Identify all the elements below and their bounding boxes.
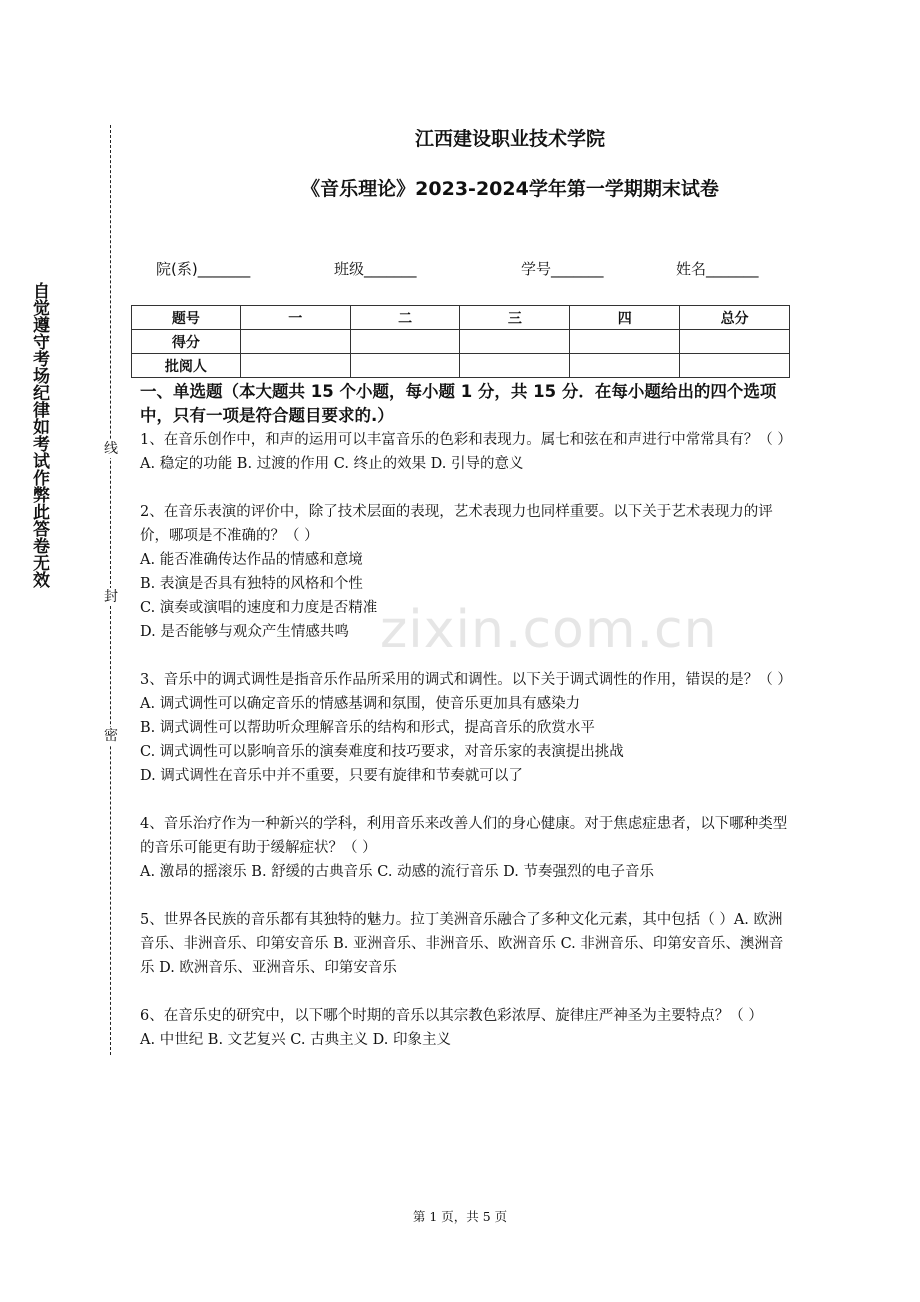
reviewer-cell[interactable] (570, 354, 680, 378)
row-label-reviewer: 批阅人 (132, 354, 241, 378)
reviewer-cell[interactable] (680, 354, 790, 378)
exam-discipline-notice: 自觉遵守考场纪律如考试作弊此答卷无效 (29, 282, 49, 588)
question-option: A. 稳定的功能 B. 过渡的作用 C. 终止的效果 D. 引导的意义 (140, 456, 524, 472)
question-option: A. 能否准确传达作品的情感和意境 (140, 552, 363, 568)
question-option: A. 激昂的摇滚乐 B. 舒缓的古典音乐 C. 动感的流行音乐 D. 节奏强烈的电子音乐 (140, 864, 655, 880)
student-id-field: 学号_______ (521, 260, 604, 278)
question-stem: 4、音乐治疗作为一种新兴的学科，利用音乐来改善人们的身心健康。对于焦虑症患者，以下哪种类型的音乐可能更有助于缓解症状？（ ） (140, 816, 788, 856)
binding-label-seal: 封 (104, 589, 118, 605)
reviewer-cell[interactable] (350, 354, 460, 378)
question-list (140, 428, 790, 1076)
row-label-number: 题号 (132, 306, 241, 330)
section-heading: 一、单选题（本大题共 15 个小题，每小题 1 分，共 15 分．在每小题给出的四个选项中，只有一项是符合题目要求的.） (140, 382, 777, 425)
question-3 (140, 668, 790, 788)
name-field: 姓名_______ (676, 260, 759, 278)
question-stem: 3、音乐中的调式调性是指音乐作品所采用的调式和调性。以下关于调式调性的作用，错误的是？（ ） (140, 672, 792, 688)
question-stem: 1、在音乐创作中，和声的运用可以丰富音乐的色彩和表现力。属七和弦在和声进行中常常具有？（ ） (140, 432, 792, 448)
question-4 (140, 812, 790, 884)
question-stem: 5、世界各民族的音乐都有其独特的魅力。拉丁美洲音乐融合了多种文化元素，其中包括（ ）A. 欧洲音乐、非洲音乐、印第安音乐 B. 亚洲音乐、非洲音乐、欧洲音乐 C. 非洲音乐、印第安音乐、澳洲音乐 D. 欧洲音乐、亚洲音乐、印第安音乐 (140, 912, 784, 976)
exam-title: 《音乐理论》2023-2024学年第一学期期末试卷 (301, 178, 719, 200)
question-option: D. 调式调性在音乐中并不重要，只要有旋律和节奏就可以了 (140, 768, 523, 784)
column-header-4: 四 (570, 306, 680, 330)
column-header-3: 三 (460, 306, 570, 330)
school-name: 江西建设职业技术学院 (414, 128, 605, 150)
score-cell[interactable] (680, 330, 790, 354)
reviewer-cell[interactable] (460, 354, 570, 378)
reviewer-cell[interactable] (240, 354, 350, 378)
question-stem: 2、在音乐表演的评价中，除了技术层面的表现，艺术表现力也同样重要。以下关于艺术表现力的评价，哪项是不准确的？（ ） (140, 504, 773, 544)
class-field: 班级_______ (334, 260, 417, 278)
score-cell[interactable] (570, 330, 680, 354)
binding-label-line: 线 (104, 441, 118, 457)
question-option: A. 调式调性可以确定音乐的情感基调和氛围，使音乐更加具有感染力 (140, 696, 581, 712)
score-table (131, 305, 790, 378)
score-table-row (132, 354, 790, 378)
question-option: C. 演奏或演唱的速度和力度是否精准 (140, 600, 378, 616)
question-6 (140, 1004, 790, 1052)
question-option: A. 中世纪 B. 文艺复兴 C. 古典主义 D. 印象主义 (140, 1032, 452, 1048)
question-option: B. 调式调性可以帮助听众理解音乐的结构和形式，提高音乐的欣赏水平 (140, 720, 595, 736)
score-table-row (132, 306, 790, 330)
question-stem: 6、在音乐史的研究中，以下哪个时期的音乐以其宗教色彩浓厚、旋律庄严神圣为主要特点？（ ） (140, 1008, 763, 1024)
column-header-1: 一 (240, 306, 350, 330)
question-option: C. 调式调性可以影响音乐的演奏难度和技巧要求，对音乐家的表演提出挑战 (140, 744, 624, 760)
row-label-score: 得分 (132, 330, 241, 354)
page-number: 第 1 页，共 5 页 (412, 1209, 508, 1224)
question-5 (140, 908, 790, 980)
column-header-total: 总分 (680, 306, 790, 330)
watermark: zixin.com.cn (380, 600, 718, 660)
question-option: D. 是否能够与观众产生情感共鸣 (140, 624, 349, 640)
question-option: B. 表演是否具有独特的风格和个性 (140, 576, 363, 592)
question-2 (140, 500, 790, 644)
binding-label-secret: 密 (104, 728, 118, 744)
score-cell[interactable] (460, 330, 570, 354)
question-1 (140, 428, 790, 476)
column-header-2: 二 (350, 306, 460, 330)
score-cell[interactable] (240, 330, 350, 354)
score-table-row (132, 330, 790, 354)
department-field: 院(系)_______ (156, 260, 251, 278)
score-cell[interactable] (350, 330, 460, 354)
